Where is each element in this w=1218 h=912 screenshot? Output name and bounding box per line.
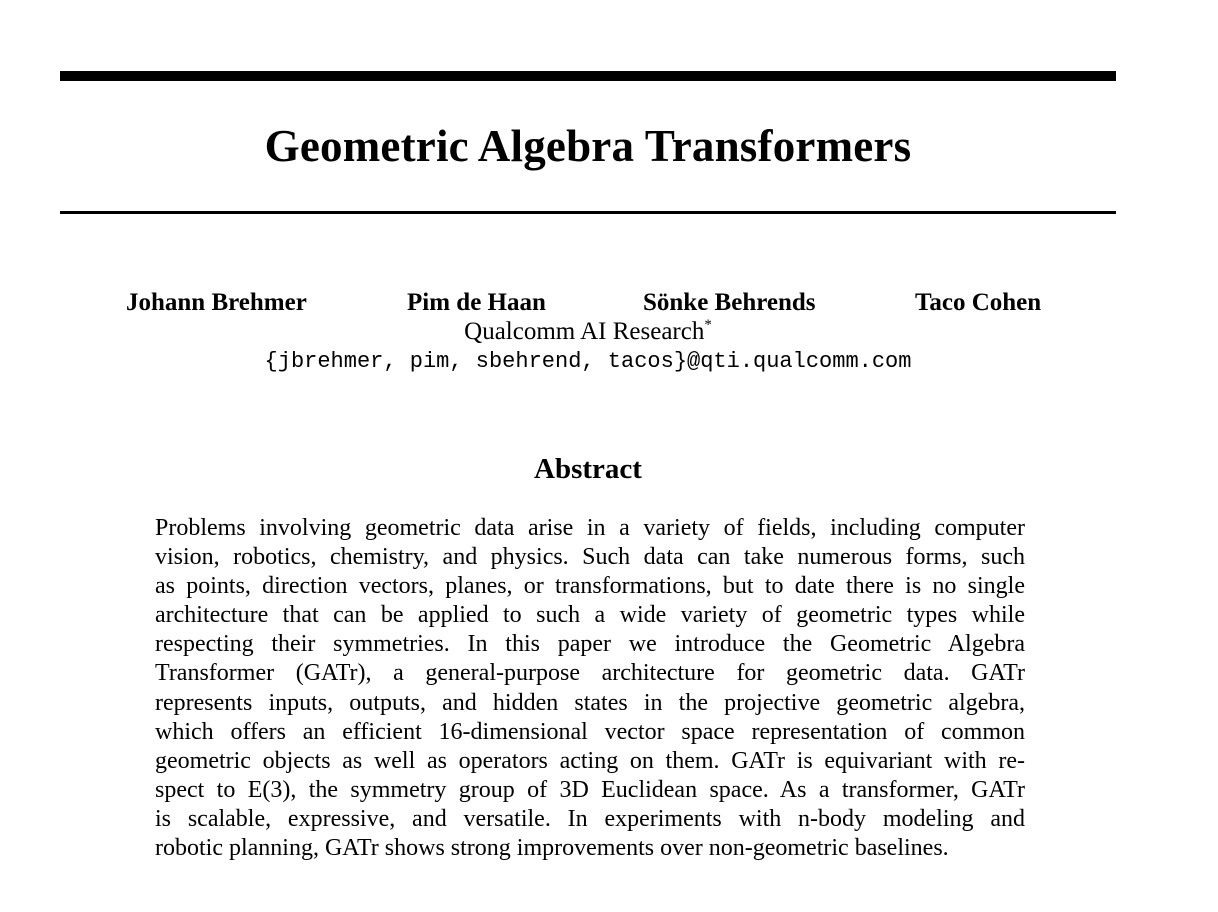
affiliation-name: Qualcomm AI Research [464, 318, 705, 345]
author-name: Taco Cohen [915, 289, 1042, 316]
abstract-line: respecting their symmetries. In this paper we introduce the Geometric Algebra [155, 631, 1025, 658]
abstract-line: Problems involving geometric data arise in a variety of fields, including computer [155, 515, 1025, 541]
abstract-line: spect to E(3), the symmetry group of 3D Euclidean space. As a transformer, GATr [155, 776, 1025, 803]
abstract-line: as points, direction vectors, planes, or transformations, but to date there is no single [155, 573, 1025, 600]
abstract-heading: Abstract [534, 453, 642, 485]
abstract-line: which offers an efficient 16-dimensional vector space representation of common [155, 718, 1025, 745]
abstract-line: robotic planning, GATr shows strong improvements over non-geometric baselines. [155, 835, 949, 862]
abstract-line: Transformer (GATr), a general-purpose architecture for geometric data. GATr [155, 660, 1025, 687]
author-name: Johann Brehmer [126, 289, 307, 316]
abstract-line: geometric objects as well as operators acting on them. GATr is equivariant with re- [155, 747, 1025, 774]
abstract-line: architecture that can be applied to such a wide variety of geometric types while [155, 602, 1025, 629]
abstract-line: is scalable, expressive, and versatile. In experiments with n-body modeling and [155, 805, 1025, 832]
paper-title: Geometric Algebra Transformers [264, 121, 912, 171]
abstract-line: represents inputs, outputs, and hidden states in the projective geometric algebra, [155, 689, 1025, 716]
author-emails: {jbrehmer, pim, sbehrend, tacos}@qti.qualcomm.com [264, 349, 912, 374]
title-bottom-rule [60, 211, 1116, 214]
author-name: Pim de Haan [407, 289, 546, 316]
author-list [0, 287, 1218, 319]
abstract-body [155, 514, 1025, 863]
affiliation [60, 316, 1116, 348]
author-name: Sönke Behrends [643, 289, 816, 316]
top-rule [60, 71, 1116, 81]
abstract-line: vision, robotics, chemistry, and physics. Such data can take numerous forms, such [155, 544, 1025, 571]
footnote-mark: * [704, 317, 712, 333]
